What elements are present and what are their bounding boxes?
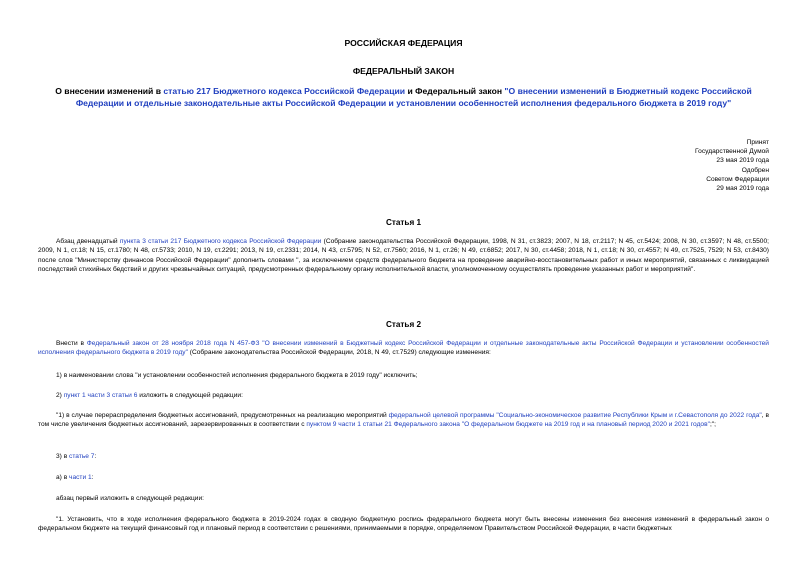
paragraph-instruction: абзац первый изложить в следующей редакции: xyxy=(56,495,204,502)
item-2 xyxy=(56,391,769,400)
article-1-text-rest: (Собрание законодательства Российской Федерации, 1998, N 31, ст.3823; 2007, N 18, ст.2117; N 45, ст.5424; 2008, N 30, ст.3597; N 48, ст.5500; 2009, N 1, ст.18; N 15, ст.1780; N 48, ст.5733; 2010, N 19, ст.2291; 2013, N 19, ст.2331; 2014, N 43, ст.5795; N 52, ст.7560; 2016, N 1, ст.26; N 49, ст.6852; 2017, N 30, ст.4458; 2018, N 1, ст.18; N 30, ст.4557; N 49, ст.7525, 7529; N 53, ст.8430) после слов "Министерству финансов Российской Федерации" дополнить словами ", за исключением средств федерального бюджета на проведение аварийно-восстановительных работ и иных мероприятий, связанных с ликвидацией последствий стихийных бедствий и других чрезвычайных ситуаций, предусмотренных федеральному органу исполнительной власти, уполномоченному осуществлять проведение указанных работ и мероприятий". xyxy=(38,238,769,274)
article-2-intro-rest: (Собрание законодательства Российской Федерации, 2018, N 49, ст.7529) следующие изменения: xyxy=(187,349,491,357)
council-date: 29 мая 2019 года xyxy=(716,185,769,193)
article-1-link[interactable]: пункта 3 статьи 217 Бюджетного кодекса Российской Федерации xyxy=(119,238,322,245)
article-2-title: Статья 2 xyxy=(385,320,422,329)
item-2-rest: изложить в следующей редакции: xyxy=(137,392,243,399)
item-a-number: а) в xyxy=(56,474,70,481)
country-heading: РОССИЙСКАЯ ФЕДЕРАЦИЯ xyxy=(344,38,463,48)
state-duma-label: Государственной Думой xyxy=(695,148,769,156)
article-2-intro-start: Внести в xyxy=(56,340,87,347)
quote-1 xyxy=(38,411,769,430)
article-1-text xyxy=(38,237,769,275)
duma-date: 23 мая 2019 года xyxy=(716,157,769,165)
item-2-number: 2) xyxy=(56,392,64,399)
item-3 xyxy=(56,452,769,461)
item-1: 1) в наименовании слова "и установлении особенностей исполнения федерального бюджета в 2019 году" исключить; xyxy=(56,372,418,379)
item-a xyxy=(56,473,769,482)
item-2-link[interactable]: пункт 1 части 3 статьи 6 xyxy=(63,392,138,399)
article-2-intro xyxy=(38,339,769,358)
title-link-budget-code[interactable]: статью 217 Бюджетного кодекса Российской Федерации xyxy=(163,86,406,96)
item-a-link[interactable]: части 1 xyxy=(69,474,92,481)
accepted-label: Принят xyxy=(746,139,769,146)
quote-2: "1. Установить, что в ходе исполнения федерального бюджета в 2019-2024 годах в сводную бюджетную роспись федерального бюджета могут быть внесены изменения без внесения изменений в федеральный закон о федеральном бюджете на текущий финансовый год и плановый период в соответствии с решениями, принимаемыми в порядке, определяемом Правительством Российской Федерации, в части бюджетных xyxy=(38,516,769,533)
law-title xyxy=(36,86,771,109)
item-3-rest: : xyxy=(94,453,97,460)
title-prefix: О внесении изменений в xyxy=(55,86,164,96)
quote-1-budget-law-link[interactable]: пунктом 9 части 1 статьи 21 Федерального закона "О федеральном бюджете на 2019 год и на плановый период 2020 и 2021 годов" xyxy=(306,421,710,429)
quote-1-mid: , в том числе увеличения бюджетных ассигнований, зарезервированных в соответствии с xyxy=(38,412,769,429)
law-type-heading: ФЕДЕРАЛЬНЫЙ ЗАКОН xyxy=(352,66,455,76)
approved-label: Одобрен xyxy=(741,166,769,174)
article-1-text-start: Абзац двенадцатый xyxy=(56,238,120,245)
article-1-title: Статья 1 xyxy=(385,218,422,227)
title-mid: и Федеральный закон xyxy=(405,86,505,96)
item-3-link[interactable]: статье 7 xyxy=(69,453,95,460)
title-link-federal-law[interactable]: "О внесении изменений в Бюджетный кодекс Российской Федерации и отдельные законодательные акты Российской Федерации и установлении особенностей исполнения федерального бюджета в 2019 году" xyxy=(75,86,752,108)
item-3-number: 3) в xyxy=(56,453,70,460)
federation-council-label: Советом Федерации xyxy=(706,175,769,183)
acceptance-block xyxy=(695,138,769,193)
item-a-rest: : xyxy=(91,474,94,481)
quote-1-end: ;"; xyxy=(709,421,716,429)
quote-1-program-link[interactable]: федеральной целевой программы "Социально-экономическое развитие Республики Крым и г.Севастополя до 2022 года" xyxy=(388,412,762,419)
article-2-law-link[interactable]: Федеральный закон от 28 ноября 2018 года N 457-ФЗ "О внесении изменений в Бюджетный кодекс Российской Федерации и отдельные законодательные акты Российской Федерации и установлении особенностей исполнения федерального бюджета в 2019 году" xyxy=(38,340,769,357)
quote-1-start: "1) в случае перераспределения бюджетных ассигнований, предусмотренных на реализацию мероприятий xyxy=(56,412,389,419)
